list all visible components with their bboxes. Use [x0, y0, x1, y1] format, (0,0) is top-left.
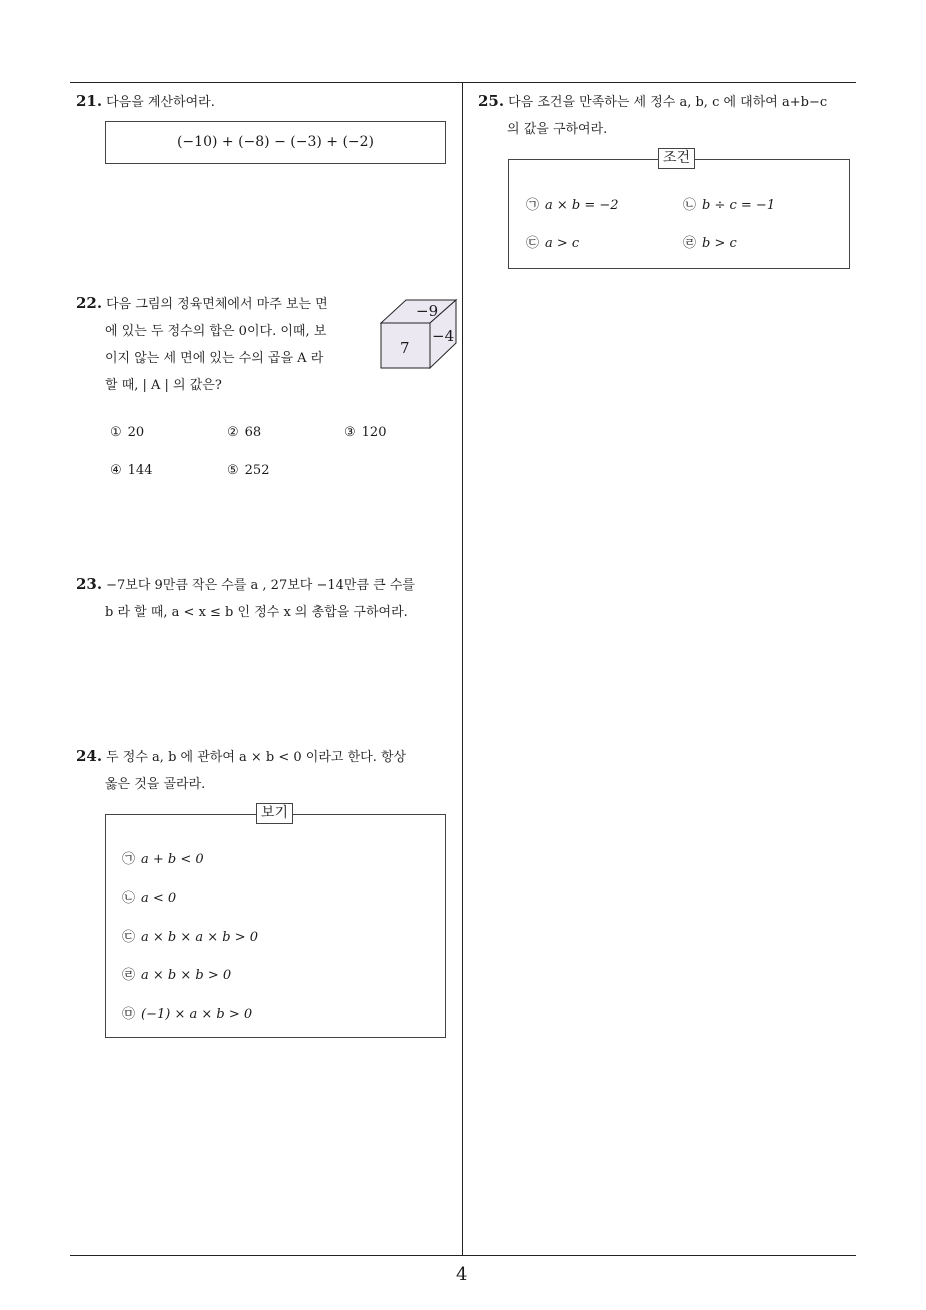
choice-mark: ④ [110, 463, 122, 478]
choice-2[interactable] [227, 425, 261, 440]
question-text: 다음을 계산하여라. [106, 95, 215, 110]
question-25 [478, 88, 863, 143]
choice-5[interactable] [227, 463, 269, 478]
choice-value: 68 [244, 425, 262, 440]
question-23 [76, 571, 458, 626]
item-mark: ㉤ [122, 1007, 136, 1022]
item-mark: ㉡ [683, 198, 697, 213]
item-mark: ㉠ [122, 852, 136, 867]
item-expr: a + b < 0 [141, 852, 204, 867]
question-number: 25. [478, 92, 505, 110]
item-expr: b ÷ c = −1 [702, 198, 776, 213]
cube-top-value: −9 [416, 302, 439, 320]
question-24 [76, 743, 458, 798]
question-line: 다음 조건을 만족하는 세 정수 a, b, c 에 대하여 a+b−c [508, 95, 828, 110]
choice-mark: ③ [344, 425, 356, 440]
item-mark: ㉣ [683, 236, 697, 251]
question-line: 다음 그림의 정육면체에서 마주 보는 면 [106, 297, 328, 312]
page-number: 4 [456, 1264, 468, 1285]
condition-item-2 [683, 194, 775, 213]
question-21 [76, 88, 215, 116]
condition-item-1 [526, 194, 619, 213]
choice-value: 120 [361, 425, 387, 440]
bogi-item-5 [122, 1003, 252, 1022]
bogi-title: 보기 [256, 803, 293, 824]
choice-3[interactable] [344, 425, 386, 440]
item-expr: a × b × b > 0 [141, 968, 232, 983]
bogi-item-4 [122, 964, 231, 983]
question-line: 두 정수 a, b 에 관하여 a × b < 0 이라고 한다. 항상 [106, 750, 407, 765]
item-mark: ㉢ [122, 930, 136, 945]
item-mark: ㉠ [526, 198, 540, 213]
question-line: −7보다 9만큼 작은 수를 a , 27보다 −14만큼 큰 수를 [106, 578, 415, 593]
item-mark: ㉣ [122, 968, 136, 983]
question-number: 22. [76, 294, 103, 312]
expression-box [105, 121, 446, 164]
item-expr: b > c [702, 236, 737, 251]
choice-4[interactable] [110, 463, 152, 478]
item-expr: a > c [545, 236, 580, 251]
bottom-rule [70, 1255, 856, 1256]
column-divider [462, 82, 463, 1256]
question-line: b 라 할 때, a < x ≤ b 인 정수 x 의 총합을 구하여라. [105, 605, 408, 620]
item-expr: (−1) × a × b > 0 [141, 1007, 253, 1022]
question-number: 23. [76, 575, 103, 593]
choice-mark: ⑤ [227, 463, 239, 478]
bogi-item-2 [122, 887, 176, 906]
choice-mark: ② [227, 425, 239, 440]
condition-item-3 [526, 232, 579, 251]
bogi-item-3 [122, 926, 258, 945]
choice-value: 144 [127, 463, 153, 478]
condition-item-4 [683, 232, 737, 251]
cube-front-value: 7 [400, 339, 410, 357]
item-mark: ㉢ [526, 236, 540, 251]
item-expr: a < 0 [141, 891, 177, 906]
question-line: 이지 않는 세 면에 있는 수의 곱을 A 라 [105, 351, 324, 366]
cube-right-value: −4 [432, 327, 455, 345]
question-line: 할 때, | A | 의 값은? [105, 378, 222, 393]
choice-mark: ① [110, 425, 122, 440]
question-line: 의 값을 구하여라. [507, 122, 608, 137]
choice-1[interactable] [110, 425, 144, 440]
question-line: 옳은 것을 골라라. [105, 777, 206, 792]
cube-figure [378, 298, 458, 372]
item-mark: ㉡ [122, 891, 136, 906]
top-rule [70, 82, 856, 83]
condition-box [508, 159, 850, 269]
question-22 [76, 290, 376, 399]
item-expr: a × b = −2 [545, 198, 619, 213]
item-expr: a × b × a × b > 0 [141, 930, 259, 945]
question-line: 에 있는 두 정수의 합은 0이다. 이때, 보 [105, 324, 327, 339]
choice-value: 20 [127, 425, 145, 440]
condition-title: 조건 [658, 148, 695, 169]
question-number: 24. [76, 747, 103, 765]
choice-value: 252 [244, 463, 270, 478]
bogi-item-1 [122, 848, 204, 867]
question-number: 21. [76, 92, 103, 110]
expression: (−10) + (−8) − (−3) + (−2) [176, 134, 375, 150]
